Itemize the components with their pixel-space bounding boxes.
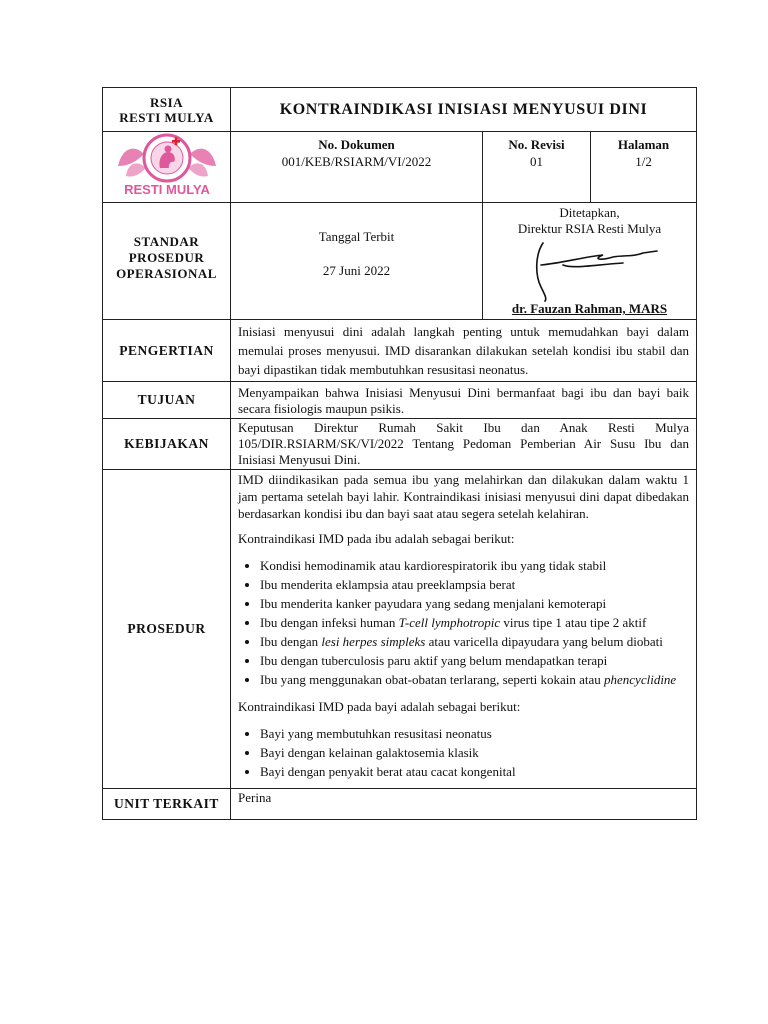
ibu-heading: Kontraindikasi IMD pada ibu adalah sebagai berikut: (238, 531, 515, 546)
issue-date-cell (231, 203, 483, 320)
list-item: • Bayi dengan kelainan galaktosemia klasik (260, 744, 689, 761)
sop-table (102, 87, 697, 820)
document-title: KONTRAINDIKASI INISIASI MENYUSUI DINI (231, 88, 697, 132)
pengertian-text: Inisiasi menyusui dini adalah langkah penting untuk memudahkan bayi dalam memulai proses menyusui. IMD disarankan dilakukan setelah kondisi ibu stabil dan bayi dipastikan tidak membutuhkan resusitasi neonatus. (231, 320, 697, 382)
sop-line1: STANDAR (133, 234, 200, 249)
list-item: • Ibu yang menggunakan obat-obatan terlarang, seperti kokain atau phencyclidine (260, 671, 689, 688)
revision-cell (483, 132, 591, 203)
director-name: dr. Fauzan Rahman, MARS (511, 301, 668, 316)
sop-line2: PROSEDUR (128, 250, 205, 265)
list-item: • Kondisi hemodinamik atau kardiorespiratorik ibu yang tidak stabil (260, 557, 689, 574)
director-signature (533, 235, 663, 305)
unit-terkait-value: Perina (231, 789, 697, 820)
org-name-cell (103, 88, 231, 132)
pengertian-label: PENGERTIAN (103, 320, 231, 382)
page-label: Halaman (617, 137, 670, 152)
issue-date-value: 27 Juni 2022 (322, 263, 391, 278)
org-line1: RSIA (149, 94, 184, 110)
revision-label: No. Revisi (508, 137, 565, 152)
sop-document (102, 87, 696, 820)
list-item: • Ibu menderita kanker payudara yang sedang menjalani kemoterapi (260, 595, 689, 612)
approval-line2: Direktur RSIA Resti Mulya (517, 221, 662, 236)
approval-line1: Ditetapkan, (559, 205, 620, 220)
bayi-heading: Kontraindikasi IMD pada bayi adalah sebagai berikut: (238, 699, 521, 714)
approval-cell (483, 203, 697, 320)
list-item: • Ibu dengan infeksi human T-cell lymphotropic virus tipe 1 atau tipe 2 aktif (260, 614, 689, 631)
list-item: • Bayi yang membutuhkan resusitasi neonatus (260, 725, 689, 742)
list-item: • Ibu dengan tuberculosis paru aktif yang belum mendapatkan terapi (260, 652, 689, 669)
doc-number-label: No. Dokumen (318, 137, 395, 152)
list-item: • Ibu dengan lesi herpes simpleks atau varicella dipayudara yang belum diobati (260, 633, 689, 650)
tujuan-label: TUJUAN (103, 382, 231, 419)
tujuan-text: Menyampaikan bahwa Inisiasi Menyusui Dini bermanfaat bagi ibu dan bayi baik secara fisiologis maupun psikis. (231, 382, 697, 419)
kebijakan-label: KEBIJAKAN (103, 419, 231, 470)
unit-terkait-label: UNIT TERKAIT (103, 789, 231, 820)
issue-date-label: Tanggal Terbit (318, 229, 395, 244)
revision-value: 01 (530, 154, 543, 169)
prosedur-content (231, 470, 697, 789)
prosedur-intro: IMD diindikasikan pada semua ibu yang melahirkan dan dilakukan dalam waktu 1 jam pertama setelah bayi lahir. Kontraindikasi inisiasi menyusui dini dapat dibedakan berdasarkan kondisi ibu dan bayi saat atau segera setelah kelahiran. (238, 472, 690, 521)
list-item: • Bayi dengan penyakit berat atau cacat kongenital (260, 763, 689, 780)
org-line2: RESTI MULYA (119, 109, 214, 125)
prosedur-label: PROSEDUR (103, 470, 231, 789)
doc-number-value: 001/KEB/RSIARM/VI/2022 (281, 154, 432, 169)
hospital-logo (108, 132, 226, 198)
logo-cell (103, 132, 231, 203)
page-cell (591, 132, 697, 203)
page-value: 1/2 (635, 154, 652, 169)
list-item: • Ibu menderita eklampsia atau preeklampsia berat (260, 576, 689, 593)
doc-number-cell (231, 132, 483, 203)
sop-line3: OPERASIONAL (116, 266, 217, 281)
kebijakan-text: Keputusan Direktur Rumah Sakit Ibu dan Anak Resti Mulya 105/DIR.RSIARM/SK/VI/2022 Tentang Pedoman Pemberian Air Susu Ibu dan Inisiasi Menyusui Dini. (231, 419, 697, 470)
ibu-list (238, 557, 689, 688)
sop-label-cell (103, 203, 231, 320)
bayi-list (238, 725, 689, 780)
logo-text: RESTI MULYA (123, 182, 210, 197)
